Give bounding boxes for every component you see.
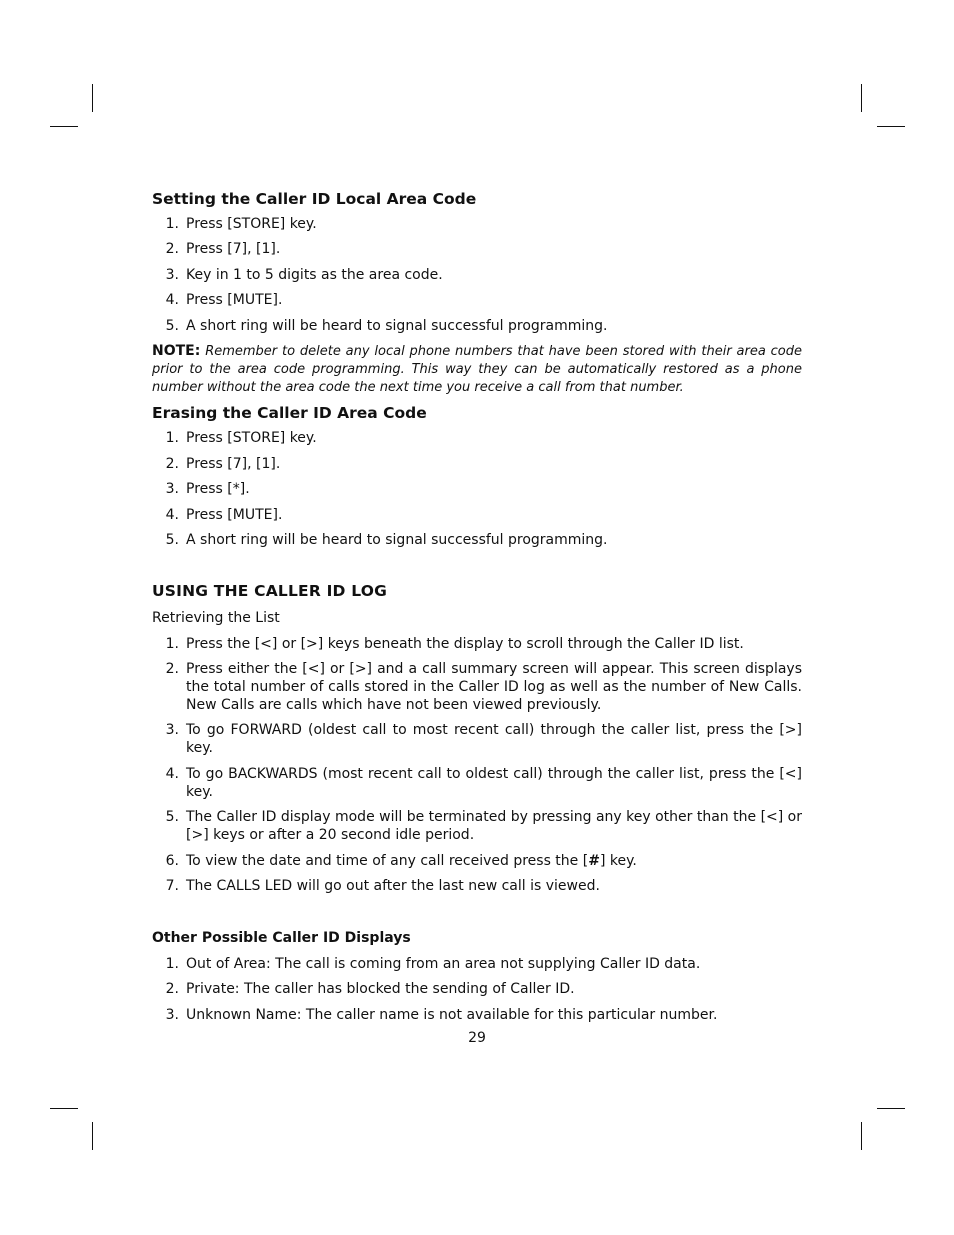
list-item xyxy=(152,455,802,473)
step-number: 1. xyxy=(165,430,179,446)
heading-caller-id-log: USING THE CALLER ID LOG xyxy=(152,582,388,600)
local-area-code-steps xyxy=(152,215,802,335)
list-item xyxy=(152,291,802,309)
step-number: 1. xyxy=(165,636,179,652)
step-number: 5. xyxy=(165,809,179,825)
list-item xyxy=(152,877,802,895)
list-item xyxy=(152,506,802,524)
step-text-after: ] key. xyxy=(599,853,637,869)
erase-area-code-steps xyxy=(152,429,802,549)
step-text: A short ring will be heard to signal successful programming. xyxy=(186,532,608,548)
list-item xyxy=(152,721,802,757)
step-number: 2. xyxy=(165,456,179,472)
step-number: 7. xyxy=(165,878,179,894)
step-text: To go BACKWARDS (most recent call to oldest call) through the caller list, press the [<] key. xyxy=(186,766,802,800)
step-number: 2. xyxy=(165,661,179,677)
step-text: To go FORWARD (oldest call to most recent call) through the caller list, press the [>] key. xyxy=(186,722,802,756)
step-number: 3. xyxy=(165,481,179,497)
page-number: 29 xyxy=(468,1030,486,1046)
crop-mark xyxy=(861,84,862,112)
list-item xyxy=(152,808,802,844)
caller-id-log-steps xyxy=(152,635,802,895)
step-text: Press [*]. xyxy=(186,481,250,497)
step-number: 2. xyxy=(165,241,179,257)
list-item xyxy=(152,1006,802,1024)
page-content xyxy=(152,189,802,1024)
step-number: 2. xyxy=(165,981,179,997)
crop-mark xyxy=(50,126,78,127)
list-item xyxy=(152,215,802,233)
heading-other-displays: Other Possible Caller ID Displays xyxy=(152,930,411,946)
step-text: Key in 1 to 5 digits as the area code. xyxy=(186,267,443,283)
heading-erase-area-code: Erasing the Caller ID Area Code xyxy=(152,404,427,422)
list-item xyxy=(152,660,802,714)
note-paragraph xyxy=(152,342,802,397)
step-number: 3. xyxy=(165,267,179,283)
heading-local-area-code: Setting the Caller ID Local Area Code xyxy=(152,190,477,208)
list-item xyxy=(152,765,802,801)
step-number: 3. xyxy=(165,722,179,738)
step-text: Press [MUTE]. xyxy=(186,507,283,523)
list-item xyxy=(152,266,802,284)
step-text: A short ring will be heard to signal successful programming. xyxy=(186,318,608,334)
step-text: Press [MUTE]. xyxy=(186,292,283,308)
step-text: Private: The caller has blocked the sending of Caller ID. xyxy=(186,981,575,997)
step-number: 4. xyxy=(165,766,179,782)
step-text: Press [7], [1]. xyxy=(186,456,281,472)
step-text: Out of Area: The call is coming from an area not supplying Caller ID data. xyxy=(186,956,701,972)
step-text: Unknown Name: The caller name is not available for this particular number. xyxy=(186,1007,718,1023)
hash-key-label: # xyxy=(588,853,600,869)
step-text: Press the [<] or [>] keys beneath the display to scroll through the Caller ID list. xyxy=(186,636,744,652)
other-displays-list xyxy=(152,955,802,1024)
crop-mark xyxy=(92,84,93,112)
subheading-retrieving-list: Retrieving the List xyxy=(152,610,280,626)
step-text-before: To view the date and time of any call received press the [ xyxy=(186,853,589,869)
list-item xyxy=(152,240,802,258)
step-text: The CALLS LED will go out after the last new call is viewed. xyxy=(186,878,600,894)
list-item xyxy=(152,531,802,549)
crop-mark xyxy=(877,126,905,127)
step-text: Press [STORE] key. xyxy=(186,216,317,232)
note-label: NOTE: xyxy=(152,343,201,359)
note-text: Remember to delete any local phone numbers that have been stored with their area code prior to the area code programming. This way they can be automatically restored as a phone number without the area code the next time you receive a call from that number. xyxy=(152,344,802,395)
list-item xyxy=(152,635,802,653)
step-number: 3. xyxy=(165,1007,179,1023)
step-number: 1. xyxy=(165,956,179,972)
list-item xyxy=(152,480,802,498)
step-text: Press [STORE] key. xyxy=(186,430,317,446)
step-number: 5. xyxy=(165,318,179,334)
step-number: 4. xyxy=(165,507,179,523)
list-item xyxy=(152,852,802,870)
crop-mark xyxy=(50,1108,78,1109)
list-item xyxy=(152,955,802,973)
step-text: Press either the [<] or [>] and a call summary screen will appear. This screen displays the total number of calls stored in the Caller ID log as well as the number of New Calls. New Calls are calls which have not been viewed previously. xyxy=(186,661,802,713)
list-item xyxy=(152,429,802,447)
crop-mark xyxy=(861,1122,862,1150)
step-number: 5. xyxy=(165,532,179,548)
step-number: 6. xyxy=(165,853,179,869)
step-number: 4. xyxy=(165,292,179,308)
list-item xyxy=(152,980,802,998)
step-text: Press [7], [1]. xyxy=(186,241,281,257)
crop-mark xyxy=(92,1122,93,1150)
step-text: The Caller ID display mode will be terminated by pressing any key other than the [<] or [>] keys or after a 20 second idle period. xyxy=(186,809,802,843)
list-item xyxy=(152,317,802,335)
crop-mark xyxy=(877,1108,905,1109)
step-number: 1. xyxy=(165,216,179,232)
